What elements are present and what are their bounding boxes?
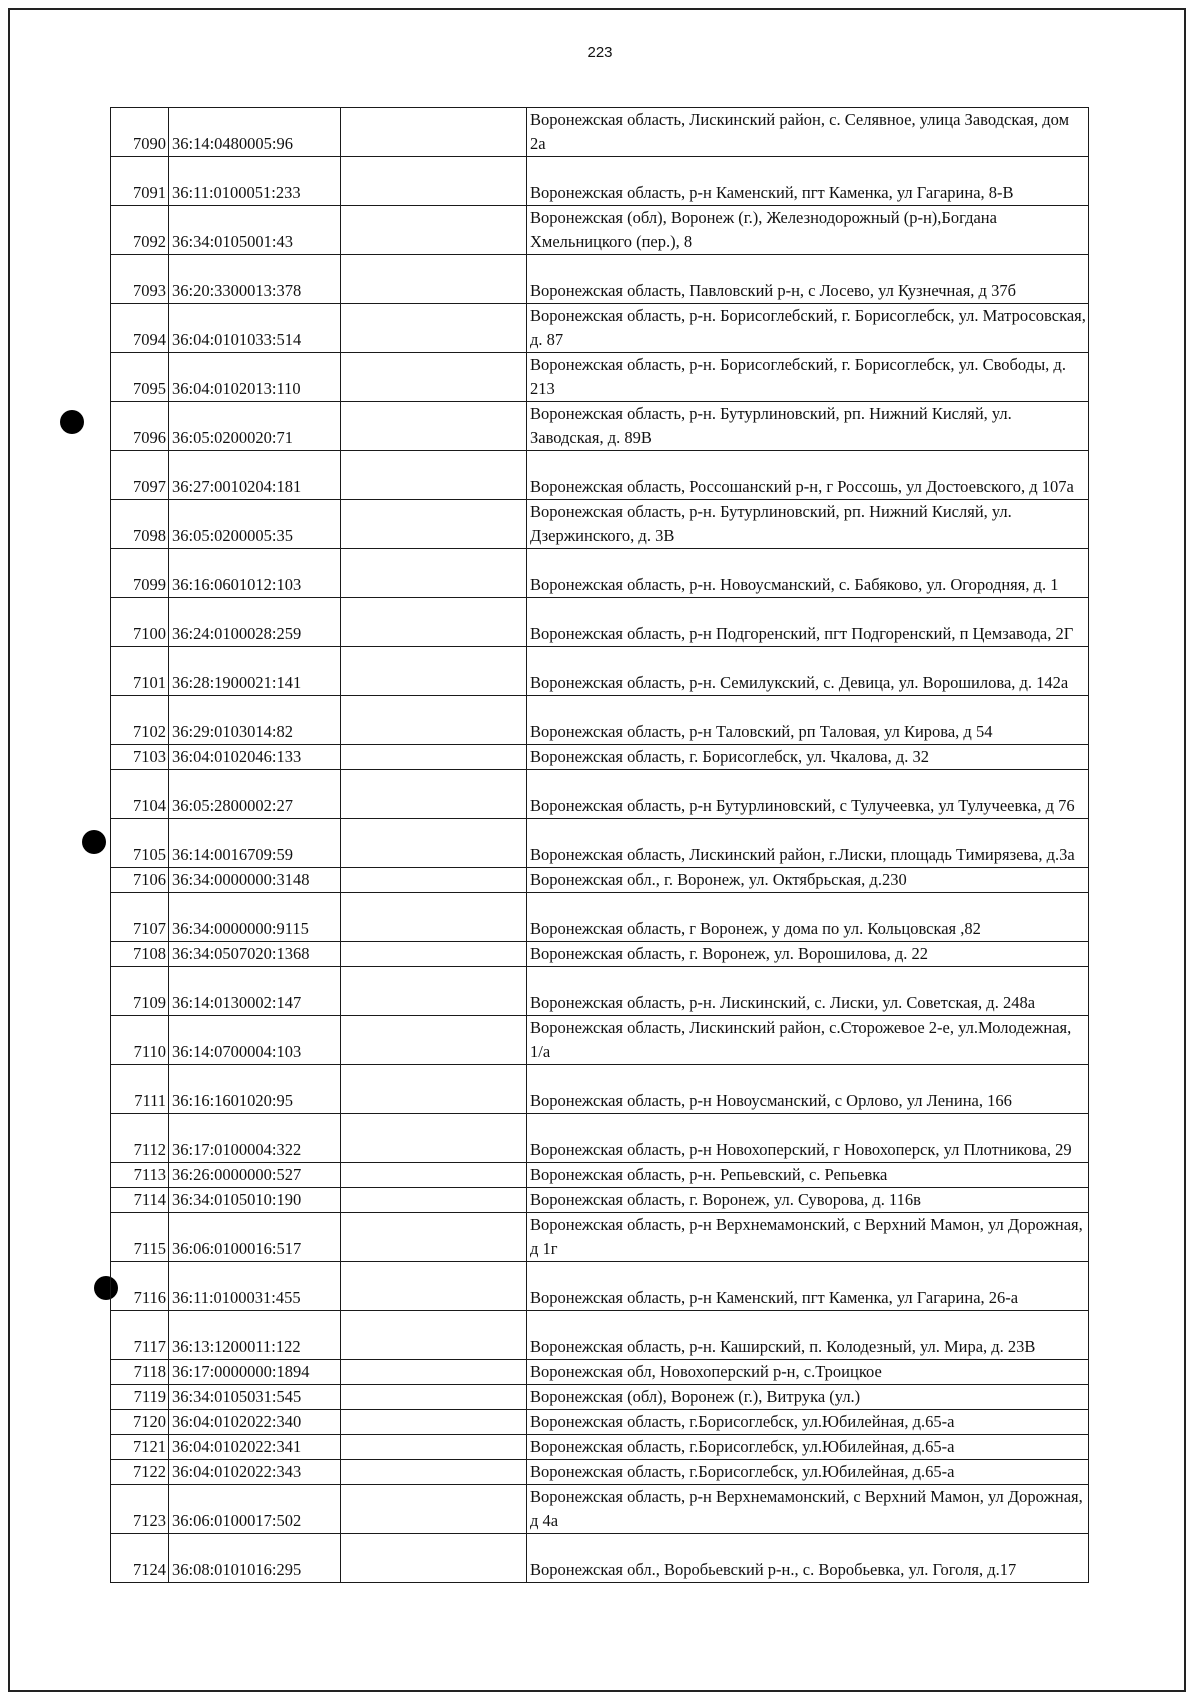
row-number: 7105 bbox=[111, 819, 169, 868]
table-row bbox=[111, 1485, 1089, 1534]
table-row bbox=[111, 1410, 1089, 1435]
address: Воронежская область, р-н Бутурлиновский, с Тулучеевка, ул Тулучеевка, д 76 bbox=[527, 770, 1089, 819]
row-number: 7098 bbox=[111, 500, 169, 549]
empty-cell bbox=[341, 451, 527, 500]
empty-cell bbox=[341, 770, 527, 819]
cadastral-number: 36:14:0700004:103 bbox=[169, 1016, 341, 1065]
page-number: 223 bbox=[587, 44, 613, 61]
address: Воронежская область, г. Воронеж, ул. Ворошилова, д. 22 bbox=[527, 942, 1089, 967]
row-number: 7122 bbox=[111, 1460, 169, 1485]
cadastral-number: 36:04:0102022:340 bbox=[169, 1410, 341, 1435]
cadastral-number: 36:05:2800002:27 bbox=[169, 770, 341, 819]
empty-cell bbox=[341, 819, 527, 868]
address: Воронежская область, р-н Таловский, рп Таловая, ул Кирова, д 54 bbox=[527, 696, 1089, 745]
table-row bbox=[111, 157, 1089, 206]
cadastral-number: 36:16:1601020:95 bbox=[169, 1065, 341, 1114]
address: Воронежская область, г. Воронеж, ул. Суворова, д. 116в bbox=[527, 1188, 1089, 1213]
row-number: 7092 bbox=[111, 206, 169, 255]
cadastral-number: 36:04:0102046:133 bbox=[169, 745, 341, 770]
row-number: 7112 bbox=[111, 1114, 169, 1163]
address: Воронежская область, г.Борисоглебск, ул.Юбилейная, д.65-а bbox=[527, 1435, 1089, 1460]
table-row bbox=[111, 549, 1089, 598]
cadastral-number: 36:24:0100028:259 bbox=[169, 598, 341, 647]
cadastral-number: 36:13:1200011:122 bbox=[169, 1311, 341, 1360]
empty-cell bbox=[341, 108, 527, 157]
address: Воронежская область, р-н Подгоренский, пгт Подгоренский, п Цемзавода, 2Г bbox=[527, 598, 1089, 647]
punch-hole-mark bbox=[60, 410, 84, 434]
address: Воронежская область, р-н Верхнемамонский, с Верхний Мамон, ул Дорожная, д 1г bbox=[527, 1213, 1089, 1262]
address: Воронежская область, г.Борисоглебск, ул.Юбилейная, д.65-а bbox=[527, 1460, 1089, 1485]
empty-cell bbox=[341, 1311, 527, 1360]
row-number: 7096 bbox=[111, 402, 169, 451]
empty-cell bbox=[341, 1213, 527, 1262]
address: Воронежская область, р-н Новоусманский, с Орлово, ул Ленина, 166 bbox=[527, 1065, 1089, 1114]
table-row bbox=[111, 893, 1089, 942]
cadastral-number: 36:16:0601012:103 bbox=[169, 549, 341, 598]
row-number: 7093 bbox=[111, 255, 169, 304]
empty-cell bbox=[341, 1485, 527, 1534]
address: Воронежская область, р-н. Бутурлиновский, рп. Нижний Кисляй, ул. Заводская, д. 89В bbox=[527, 402, 1089, 451]
empty-cell bbox=[341, 598, 527, 647]
row-number: 7117 bbox=[111, 1311, 169, 1360]
row-number: 7102 bbox=[111, 696, 169, 745]
row-number: 7124 bbox=[111, 1534, 169, 1583]
address: Воронежская обл., г. Воронеж, ул. Октябрьская, д.230 bbox=[527, 868, 1089, 893]
registry-table bbox=[110, 107, 1089, 1583]
address: Воронежская область, Лискинский район, с.Сторожевое 2-е, ул.Молодежная, 1/а bbox=[527, 1016, 1089, 1065]
cadastral-number: 36:04:0102022:343 bbox=[169, 1460, 341, 1485]
table-row bbox=[111, 1188, 1089, 1213]
empty-cell bbox=[341, 1163, 527, 1188]
address: Воронежская (обл), Воронеж (г.), Витрука (ул.) bbox=[527, 1385, 1089, 1410]
cadastral-number: 36:34:0105031:545 bbox=[169, 1385, 341, 1410]
cadastral-number: 36:29:0103014:82 bbox=[169, 696, 341, 745]
table-row bbox=[111, 1311, 1089, 1360]
empty-cell bbox=[341, 868, 527, 893]
address: Воронежская область, г. Борисоглебск, ул. Чкалова, д. 32 bbox=[527, 745, 1089, 770]
empty-cell bbox=[341, 1435, 527, 1460]
table-row bbox=[111, 1114, 1089, 1163]
row-number: 7120 bbox=[111, 1410, 169, 1435]
address: Воронежская область, р-н. Борисоглебский, г. Борисоглебск, ул. Матросовская, д. 87 bbox=[527, 304, 1089, 353]
table-row bbox=[111, 1213, 1089, 1262]
empty-cell bbox=[341, 1360, 527, 1385]
cadastral-number: 36:14:0016709:59 bbox=[169, 819, 341, 868]
table-row bbox=[111, 967, 1089, 1016]
table-row bbox=[111, 770, 1089, 819]
row-number: 7115 bbox=[111, 1213, 169, 1262]
address: Воронежская область, р-н. Репьевский, с. Репьевка bbox=[527, 1163, 1089, 1188]
empty-cell bbox=[341, 745, 527, 770]
cadastral-number: 36:14:0130002:147 bbox=[169, 967, 341, 1016]
row-number: 7111 bbox=[111, 1065, 169, 1114]
empty-cell bbox=[341, 1188, 527, 1213]
row-number: 7118 bbox=[111, 1360, 169, 1385]
table-row bbox=[111, 255, 1089, 304]
cadastral-number: 36:04:0102022:341 bbox=[169, 1435, 341, 1460]
row-number: 7094 bbox=[111, 304, 169, 353]
empty-cell bbox=[341, 353, 527, 402]
empty-cell bbox=[341, 1262, 527, 1311]
address: Воронежская область, р-н. Новоусманский, с. Бабяково, ул. Огородняя, д. 1 bbox=[527, 549, 1089, 598]
table-row bbox=[111, 108, 1089, 157]
cadastral-number: 36:11:0100051:233 bbox=[169, 157, 341, 206]
row-number: 7123 bbox=[111, 1485, 169, 1534]
cadastral-number: 36:04:0102013:110 bbox=[169, 353, 341, 402]
row-number: 7114 bbox=[111, 1188, 169, 1213]
address: Воронежская область, р-н. Лискинский, с. Лиски, ул. Советская, д. 248а bbox=[527, 967, 1089, 1016]
row-number: 7091 bbox=[111, 157, 169, 206]
address: Воронежская область, р-н Новохоперский, г Новохоперск, ул Плотникова, 29 bbox=[527, 1114, 1089, 1163]
table-row bbox=[111, 819, 1089, 868]
empty-cell bbox=[341, 157, 527, 206]
table-row bbox=[111, 451, 1089, 500]
empty-cell bbox=[341, 549, 527, 598]
cadastral-number: 36:28:1900021:141 bbox=[169, 647, 341, 696]
empty-cell bbox=[341, 1410, 527, 1435]
table-row bbox=[111, 1435, 1089, 1460]
empty-cell bbox=[341, 1385, 527, 1410]
cadastral-number: 36:26:0000000:527 bbox=[169, 1163, 341, 1188]
table-row bbox=[111, 353, 1089, 402]
address: Воронежская область, г Воронеж, у дома по ул. Кольцовская ,82 bbox=[527, 893, 1089, 942]
row-number: 7110 bbox=[111, 1016, 169, 1065]
cadastral-number: 36:06:0100016:517 bbox=[169, 1213, 341, 1262]
cadastral-number: 36:34:0507020:1368 bbox=[169, 942, 341, 967]
address: Воронежская область, Лискинский район, г.Лиски, площадь Тимирязева, д.3а bbox=[527, 819, 1089, 868]
address: Воронежская область, р-н. Каширский, п. Колодезный, ул. Мира, д. 23В bbox=[527, 1311, 1089, 1360]
cadastral-number: 36:34:0105001:43 bbox=[169, 206, 341, 255]
row-number: 7100 bbox=[111, 598, 169, 647]
cadastral-number: 36:05:0200005:35 bbox=[169, 500, 341, 549]
address: Воронежская область, р-н Каменский, пгт Каменка, ул Гагарина, 8-В bbox=[527, 157, 1089, 206]
address: Воронежская (обл), Воронеж (г.), Железнодорожный (р-н),Богдана Хмельницкого (пер.), 8 bbox=[527, 206, 1089, 255]
table-row bbox=[111, 942, 1089, 967]
row-number: 7107 bbox=[111, 893, 169, 942]
row-number: 7099 bbox=[111, 549, 169, 598]
address: Воронежская область, р-н Верхнемамонский, с Верхний Мамон, ул Дорожная, д 4а bbox=[527, 1485, 1089, 1534]
empty-cell bbox=[341, 893, 527, 942]
address: Воронежская область, г.Борисоглебск, ул.Юбилейная, д.65-а bbox=[527, 1410, 1089, 1435]
row-number: 7121 bbox=[111, 1435, 169, 1460]
empty-cell bbox=[341, 1016, 527, 1065]
cadastral-number: 36:17:0100004:322 bbox=[169, 1114, 341, 1163]
empty-cell bbox=[341, 967, 527, 1016]
row-number: 7103 bbox=[111, 745, 169, 770]
row-number: 7101 bbox=[111, 647, 169, 696]
cadastral-number: 36:11:0100031:455 bbox=[169, 1262, 341, 1311]
cadastral-number: 36:27:0010204:181 bbox=[169, 451, 341, 500]
address: Воронежская область, р-н. Борисоглебский, г. Борисоглебск, ул. Свободы, д. 213 bbox=[527, 353, 1089, 402]
table-row bbox=[111, 1385, 1089, 1410]
address: Воронежская область, Лискинский район, с. Селявное, улица Заводская, дом 2а bbox=[527, 108, 1089, 157]
row-number: 7119 bbox=[111, 1385, 169, 1410]
table-row bbox=[111, 1460, 1089, 1485]
table-row bbox=[111, 304, 1089, 353]
table-row bbox=[111, 1360, 1089, 1385]
empty-cell bbox=[341, 304, 527, 353]
table-row bbox=[111, 500, 1089, 549]
cadastral-number: 36:34:0000000:3148 bbox=[169, 868, 341, 893]
cadastral-number: 36:14:0480005:96 bbox=[169, 108, 341, 157]
address: Воронежская область, р-н. Семилукский, с. Девица, ул. Ворошилова, д. 142а bbox=[527, 647, 1089, 696]
cadastral-number: 36:04:0101033:514 bbox=[169, 304, 341, 353]
empty-cell bbox=[341, 696, 527, 745]
table-row bbox=[111, 206, 1089, 255]
address: Воронежская область, р-н. Бутурлиновский, рп. Нижний Кисляй, ул. Дзержинского, д. 3В bbox=[527, 500, 1089, 549]
row-number: 7106 bbox=[111, 868, 169, 893]
punch-hole-mark bbox=[82, 830, 106, 854]
empty-cell bbox=[341, 402, 527, 451]
cadastral-number: 36:34:0105010:190 bbox=[169, 1188, 341, 1213]
cadastral-number: 36:06:0100017:502 bbox=[169, 1485, 341, 1534]
table-row bbox=[111, 1016, 1089, 1065]
cadastral-number: 36:05:0200020:71 bbox=[169, 402, 341, 451]
cadastral-number: 36:08:0101016:295 bbox=[169, 1534, 341, 1583]
table-row bbox=[111, 1262, 1089, 1311]
empty-cell bbox=[341, 206, 527, 255]
table-row bbox=[111, 647, 1089, 696]
row-number: 7090 bbox=[111, 108, 169, 157]
row-number: 7095 bbox=[111, 353, 169, 402]
table-row bbox=[111, 402, 1089, 451]
table-row bbox=[111, 745, 1089, 770]
row-number: 7109 bbox=[111, 967, 169, 1016]
table-row bbox=[111, 598, 1089, 647]
empty-cell bbox=[341, 255, 527, 304]
cadastral-number: 36:17:0000000:1894 bbox=[169, 1360, 341, 1385]
address: Воронежская область, Россошанский р-н, г Россошь, ул Достоевского, д 107а bbox=[527, 451, 1089, 500]
address: Воронежская область, р-н Каменский, пгт Каменка, ул Гагарина, 26-а bbox=[527, 1262, 1089, 1311]
empty-cell bbox=[341, 1460, 527, 1485]
cadastral-number: 36:20:3300013:378 bbox=[169, 255, 341, 304]
address: Воронежская область, Павловский р-н, с Лосево, ул Кузнечная, д 37б bbox=[527, 255, 1089, 304]
table-row bbox=[111, 1534, 1089, 1583]
row-number: 7108 bbox=[111, 942, 169, 967]
address: Воронежская обл, Новохоперский р-н, с.Троицкое bbox=[527, 1360, 1089, 1385]
cadastral-number: 36:34:0000000:9115 bbox=[169, 893, 341, 942]
empty-cell bbox=[341, 647, 527, 696]
address: Воронежская обл., Воробьевский р-н., с. Воробьевка, ул. Гоголя, д.17 bbox=[527, 1534, 1089, 1583]
table-row bbox=[111, 696, 1089, 745]
table-row bbox=[111, 1163, 1089, 1188]
empty-cell bbox=[341, 1065, 527, 1114]
empty-cell bbox=[341, 1114, 527, 1163]
row-number: 7116 bbox=[111, 1262, 169, 1311]
table-row bbox=[111, 868, 1089, 893]
row-number: 7113 bbox=[111, 1163, 169, 1188]
empty-cell bbox=[341, 500, 527, 549]
table-row bbox=[111, 1065, 1089, 1114]
row-number: 7104 bbox=[111, 770, 169, 819]
empty-cell bbox=[341, 1534, 527, 1583]
empty-cell bbox=[341, 942, 527, 967]
row-number: 7097 bbox=[111, 451, 169, 500]
